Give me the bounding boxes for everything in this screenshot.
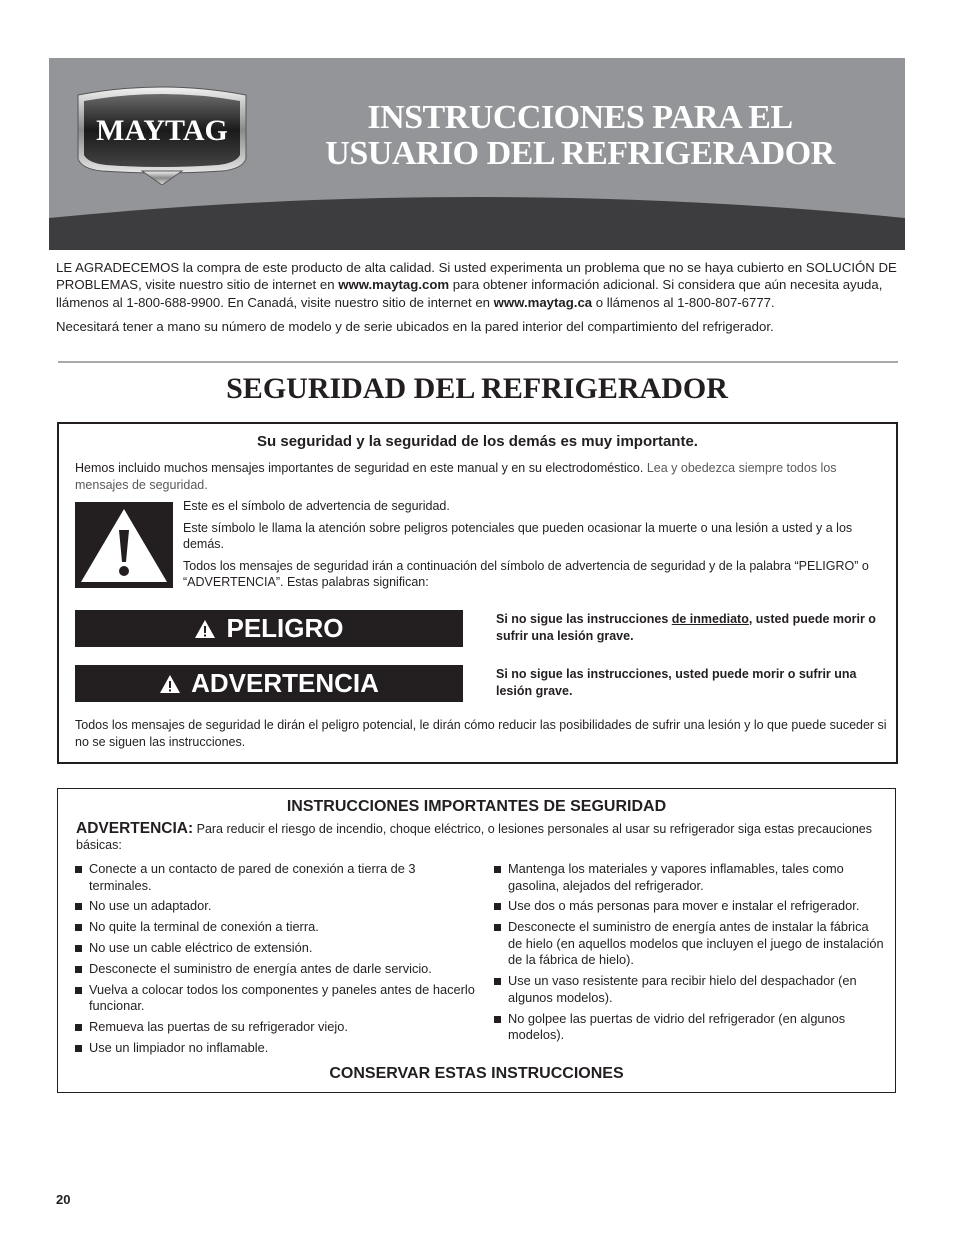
brand-text: MAYTAG — [96, 114, 228, 147]
page-number: 20 — [56, 1192, 71, 1207]
intro-paragraph-2: Necesitará tener a mano su número de modelo y de serie ubicados en la pared interior del compartimiento del refrigerador. — [56, 319, 774, 335]
safety-heading: Su seguridad y la seguridad de los demás es muy importante. — [257, 433, 698, 450]
instructions-box — [57, 788, 896, 1093]
intro-text — [56, 259, 898, 343]
safety-box — [57, 422, 898, 764]
list-item: Mantenga los materiales y vapores inflamables, tales como gasolina, alejados del refrigerador. — [494, 861, 884, 894]
list-item: No use un adaptador. — [75, 898, 475, 915]
list-item: Remueva las puertas de su refrigerador viejo. — [75, 1019, 475, 1036]
warning-triangle-icon — [194, 619, 216, 639]
list-item: No quite la terminal de conexión a tierra. — [75, 919, 475, 936]
title-line-1: INSTRUCCIONES PARA EL — [367, 99, 793, 136]
list-item: Conecte a un contacto de pared de conexión a tierra de 3 terminales. — [75, 861, 475, 894]
maytag-ca-link[interactable]: www.maytag.ca — [493, 294, 593, 310]
section-title: SEGURIDAD DEL REFRIGERADOR — [226, 372, 728, 405]
list-item: No use un cable eléctrico de extensión. — [75, 940, 475, 957]
safety-intro: Hemos incluido muchos mensajes importantes de seguridad en este manual y en su electrodoméstico. Lea y obedezca siempre todos los mensajes de seguridad. — [75, 461, 837, 492]
maytag-com-link[interactable]: www.maytag.com — [338, 277, 450, 293]
list-item: Use dos o más personas para mover e instalar el refrigerador. — [494, 898, 884, 915]
warning-label-bar: ADVERTENCIA — [75, 665, 463, 702]
list-item: Use un limpiador no inflamable. — [75, 1040, 475, 1057]
list-item: Vuelva a colocar todos los componentes y paneles antes de hacerlo funcionar. — [75, 982, 475, 1015]
divider — [58, 361, 898, 363]
warning-triangle-icon — [159, 674, 181, 694]
banner-curve — [49, 188, 905, 250]
title-line-2: USUARIO DEL REFRIGERADOR — [325, 135, 835, 172]
safety-alert-symbol-icon — [75, 502, 173, 588]
danger-meaning: Si no sigue las instrucciones de inmediato, usted puede morir o sufrir una lesión grave. — [496, 612, 876, 643]
safety-footer-text: Todos los mensajes de seguridad le dirán el peligro potencial, le dirán cómo reducir las posibilidades de sufrir una lesión y lo que puede suceder si no se siguen las instrucciones. — [75, 718, 887, 749]
intro-paragraph-1: LE AGRADECEMOS la compra de este producto de alta calidad. Si usted experimenta un problema que no se haya cubierto en SOLUCIÓN DE PROBLEMAS, visite nuestro sitio de internet en www.maytag.com para obtener información adicional. Si considera que aún necesita ayuda, llámenos al 1-800-688-9900. En Canadá, visite nuestro sitio de internet en www.maytag.ca o llámenos al 1-800-807-6777. — [56, 260, 897, 310]
danger-label-bar: PELIGRO — [75, 610, 463, 647]
instructions-footer: CONSERVAR ESTAS INSTRUCCIONES — [329, 1065, 624, 1082]
maytag-logo — [72, 85, 252, 185]
document-title — [300, 100, 860, 172]
instructions-list-right — [494, 861, 884, 1048]
list-item: Desconecte el suministro de energía antes de instalar la fábrica de hielo (en aquellos modelos que incluyen el juego de instalación de la fábrica de hielo). — [494, 919, 884, 969]
symbol-explanation: Este es el símbolo de advertencia de seguridad. Este símbolo le llama la atención sobre peligros potenciales que pueden ocasionar la muerte o una lesión a usted y a los demás. Todos los mensajes de seguridad irán a continuación del símbolo de advertencia de seguridad y de la palabra “PELIGRO” o “ADVERTENCIA”. Estas palabras significan: — [183, 499, 869, 589]
list-item: Desconecte el suministro de energía antes de darle servicio. — [75, 961, 475, 978]
instructions-heading: INSTRUCCIONES IMPORTANTES DE SEGURIDAD — [286, 798, 667, 815]
instructions-warning: ADVERTENCIA: Para reducir el riesgo de incendio, choque eléctrico, o lesiones personales al usar su refrigerador siga estas precauciones básicas: — [76, 820, 872, 852]
warning-meaning: Si no sigue las instrucciones, usted puede morir o sufrir una lesión grave. — [496, 667, 857, 698]
list-item: Use un vaso resistente para recibir hielo del despachador (en algunos modelos). — [494, 973, 884, 1006]
list-item: No golpee las puertas de vidrio del refrigerador (en algunos modelos). — [494, 1011, 884, 1044]
instructions-list-left — [75, 861, 475, 1061]
